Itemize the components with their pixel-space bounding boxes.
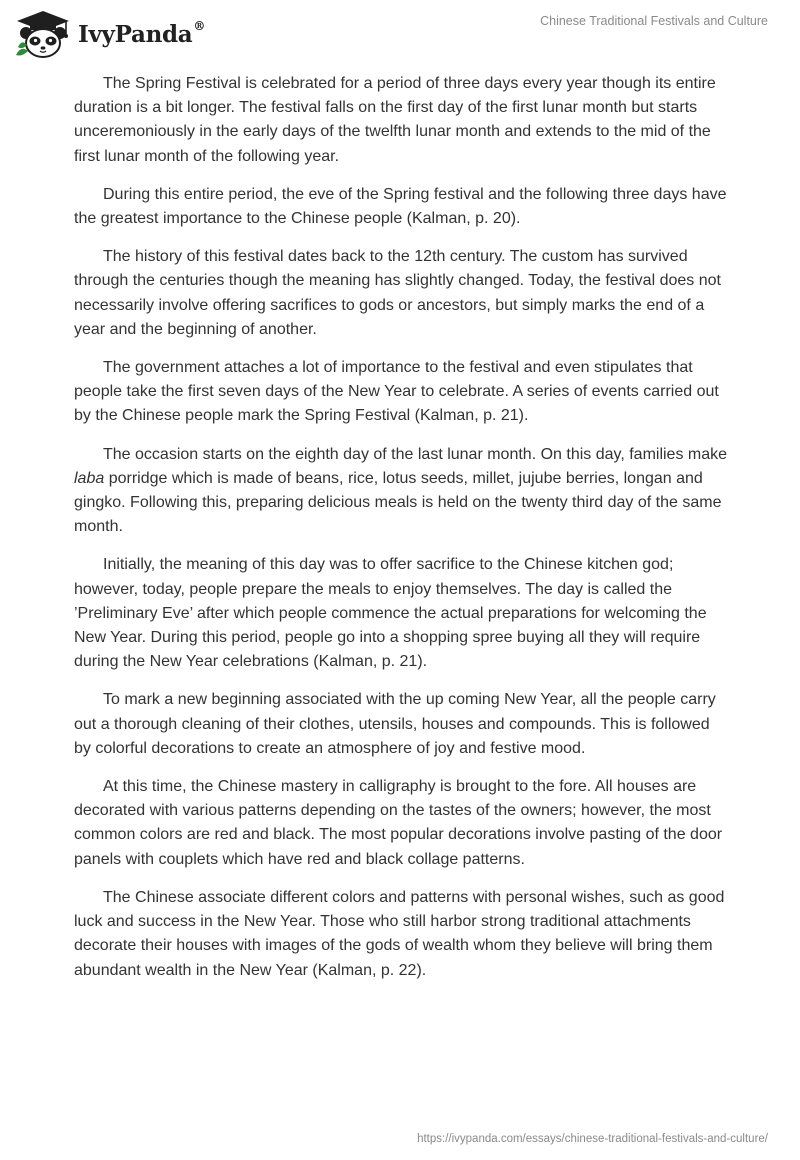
paragraph: The Spring Festival is celebrated for a period of three days every year though its entire duration is a bit longer. The festival falls on the first day of the first lunar month but starts unceremoniously in the early days of the twelfth lunar month and extends to the mid of the first lunar month of the following year. [74, 75, 716, 165]
panda-graduate-icon [14, 9, 72, 59]
essay-body [74, 72, 730, 997]
paragraph-text-end: porridge which is made of beans, rice, lotus seeds, millet, jujube berries, longan and gingko. Following this, preparing delicious meals is held on the twenty third day of the same month. [74, 469, 722, 536]
paragraph: To mark a new beginning associated with the up coming New Year, all the people carry out a thorough cleaning of their clothes, utensils, houses and compounds. This is followed by colorful decorations to create an atmosphere of joy and festive mood. [74, 691, 716, 757]
paragraph: The Chinese associate different colors and patterns with personal wishes, such as good luck and success in the New Year. Those who still harbor strong traditional attachments decorate their houses with images of the gods of wealth whom they believe will bring them abundant wealth in the New Year (Kalman, p. 22). [74, 888, 725, 979]
ivypanda-logo[interactable] [14, 9, 205, 59]
paragraph: The government attaches a lot of importance to the festival and even stipulates that people take the first seven days of the New Year to celebrate. A series of events carried out by the Chinese people mark the Spring Festival (Kalman, p. 21). [74, 359, 719, 425]
registered-mark: ® [193, 18, 206, 33]
paragraph [74, 443, 730, 540]
brand-text: IvyPanda [78, 20, 193, 48]
paragraph: The history of this festival dates back to the 12th century. The custom has survived through the centuries though the meaning has slightly changed. Today, the festival does not necessarily involve offering sacrifices to gods or ancestors, but simply marks the end of a year and the beginning of another. [74, 248, 721, 338]
paragraph: Initially, the meaning of this day was to offer sacrifice to the Chinese kitchen god; however, today, people prepare the meals to enjoy themselves. The day is called the ’Preliminary Eve’ after which people commence the actual preparations for welcoming the New Year. During this period, people go into a shopping spree buying all they will require during the New Year celebrations (Kalman, p. 21). [74, 556, 707, 671]
document-title: Chinese Traditional Festivals and Culture [540, 14, 768, 28]
paragraph: At this time, the Chinese mastery in calligraphy is brought to the fore. All houses are decorated with various patterns depending on the tastes of the owners; however, the most common colors are red and black. The most popular decorations involve pasting of the door panels with couplets which have red and black collage patterns. [74, 778, 723, 868]
page-header [0, 0, 800, 70]
italic-term: laba [74, 469, 105, 487]
source-url[interactable]: https://ivypanda.com/essays/chinese-traditional-festivals-and-culture/ [417, 1133, 768, 1145]
paragraph-text-start: The occasion starts on the eighth day of the last lunar month. On this day, families make [103, 445, 728, 463]
brand-name [78, 18, 206, 48]
paragraph: During this entire period, the eve of the Spring festival and the following three days have the greatest importance to the Chinese people (Kalman, p. 20). [74, 185, 727, 228]
